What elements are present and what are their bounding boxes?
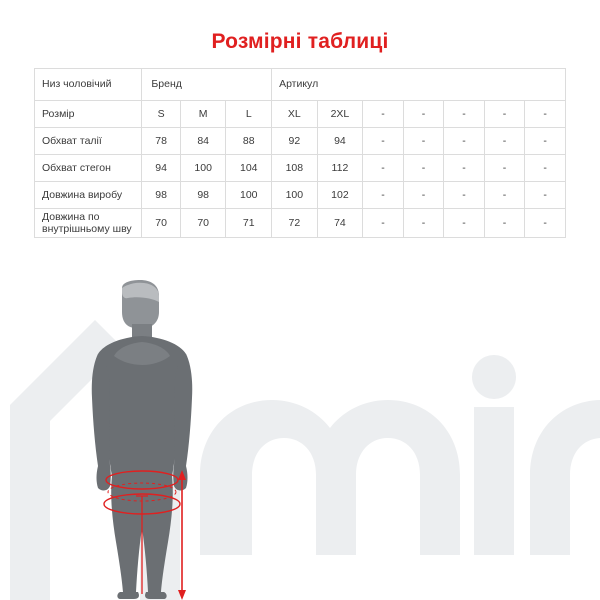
cell: -	[444, 209, 485, 238]
cell: -	[403, 155, 444, 182]
cell: 94	[142, 155, 181, 182]
cell: 70	[180, 209, 226, 238]
cell: -	[363, 128, 404, 155]
cell: -	[403, 209, 444, 238]
row-label: Довжина по внутрішньому шву	[35, 209, 142, 238]
cell: -	[363, 182, 404, 209]
table-row	[35, 155, 566, 182]
cell: 74	[317, 209, 363, 238]
cell: -	[484, 128, 525, 155]
cell: -	[444, 101, 485, 128]
cell: S	[142, 101, 181, 128]
cell: -	[363, 155, 404, 182]
cell: -	[444, 182, 485, 209]
cell: -	[525, 128, 566, 155]
cell: -	[525, 101, 566, 128]
cell: -	[484, 182, 525, 209]
size-table	[34, 68, 566, 238]
cell: 78	[142, 128, 181, 155]
table-row	[35, 182, 566, 209]
cell: -	[525, 209, 566, 238]
cell: 88	[226, 128, 272, 155]
cell: L	[226, 101, 272, 128]
size-table-container	[0, 68, 600, 238]
header-article: Артикул	[272, 69, 566, 101]
cell: 100	[180, 155, 226, 182]
cell: -	[525, 182, 566, 209]
measurement-lines-overlay	[60, 280, 220, 600]
cell: 94	[317, 128, 363, 155]
table-row	[35, 128, 566, 155]
cell: 72	[272, 209, 318, 238]
row-label: Розмір	[35, 101, 142, 128]
cell: -	[403, 128, 444, 155]
cell: -	[403, 182, 444, 209]
cell: 108	[272, 155, 318, 182]
cell: 112	[317, 155, 363, 182]
header-brand: Бренд	[142, 69, 272, 101]
table-row	[35, 101, 566, 128]
cell: -	[403, 101, 444, 128]
row-label: Обхват талії	[35, 128, 142, 155]
row-label: Обхват стегон	[35, 155, 142, 182]
cell: XL	[272, 101, 318, 128]
cell: 2XL	[317, 101, 363, 128]
cell: -	[484, 155, 525, 182]
measurement-illustration	[0, 225, 600, 600]
cell: -	[363, 101, 404, 128]
cell: -	[444, 128, 485, 155]
cell: -	[525, 155, 566, 182]
row-label: Довжина виробу	[35, 182, 142, 209]
cell: 100	[226, 182, 272, 209]
cell: 98	[180, 182, 226, 209]
cell: 71	[226, 209, 272, 238]
cell: 70	[142, 209, 181, 238]
cell: 100	[272, 182, 318, 209]
cell: -	[444, 155, 485, 182]
cell: 98	[142, 182, 181, 209]
cell: M	[180, 101, 226, 128]
cell: -	[363, 209, 404, 238]
cell: 102	[317, 182, 363, 209]
page-title: Розмірні таблиці	[211, 30, 389, 53]
cell: 92	[272, 128, 318, 155]
cell: -	[484, 209, 525, 238]
cell: -	[484, 101, 525, 128]
cell: 84	[180, 128, 226, 155]
cell: 104	[226, 155, 272, 182]
table-header-row	[35, 69, 566, 101]
header-category: Низ чоловічий	[35, 69, 142, 101]
